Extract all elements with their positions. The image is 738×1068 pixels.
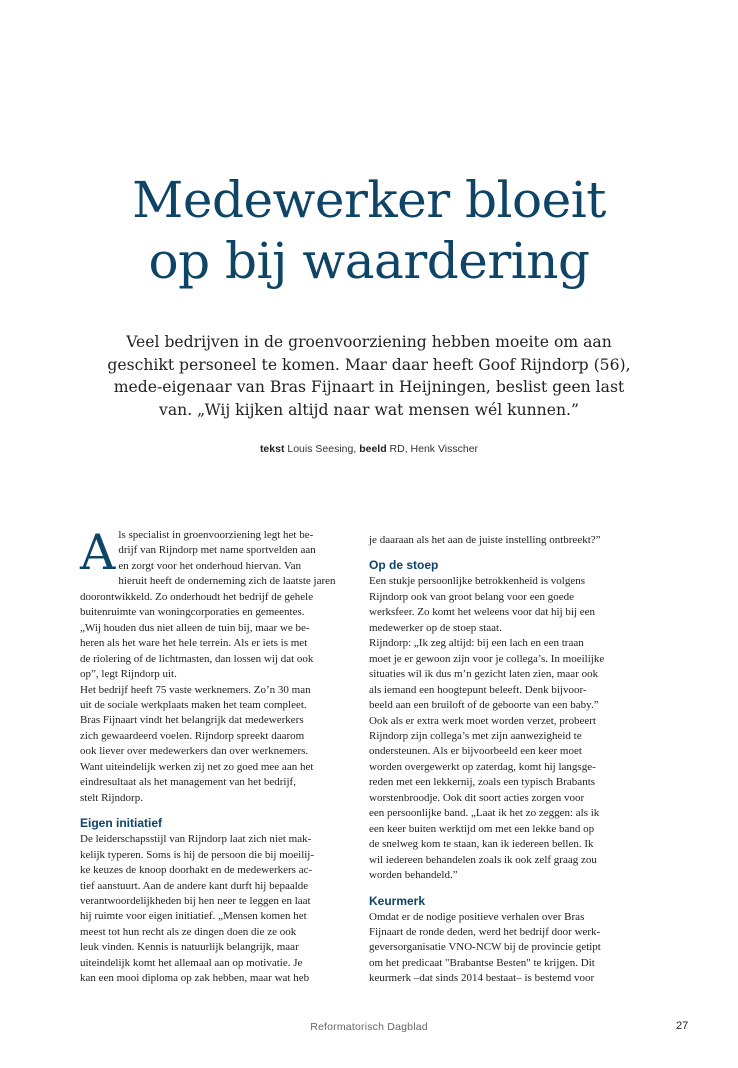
body-line: Fijnaart de ronde deden, werd het bedrijf door werk- <box>369 925 601 938</box>
intro-line: van. „Wij kijken altijd naar wat mensen wél kunnen.” <box>159 400 579 419</box>
body-paragraph <box>80 683 378 807</box>
body-paragraph <box>369 574 667 636</box>
body-line: reden met een lekkernij, zoals een typisch Brabants <box>369 776 596 789</box>
body-line: Omdat er de nodige positieve verhalen over Bras <box>369 910 585 923</box>
credit-text-authors: Louis Seesing, <box>287 443 357 455</box>
credit-text-label: tekst <box>259 443 285 455</box>
body-paragraph <box>369 910 667 987</box>
title-line: Medewerker bloeit <box>132 171 606 229</box>
body-line: Bras Fijnaart vindt het belangrijk dat medewerkers <box>80 714 304 727</box>
body-line: medewerker op de stoep staat. <box>369 621 502 634</box>
body-line: ondersteunen. Als er bijvoorbeeld een keer moet <box>369 745 582 758</box>
body-line: stelt Rijndorp. <box>80 791 143 804</box>
body-line: ls specialist in groenvoorziening legt het be- <box>118 529 314 541</box>
body-line: worden overgewerkt op zaterdag, komt hij langsge- <box>369 760 596 773</box>
body-line: uit de sociale werkplaats maken het team compleet. <box>80 698 307 711</box>
right-column <box>369 533 667 987</box>
body-line: buitenruimte van woningcorporaties en gemeentes. <box>80 606 305 619</box>
body-line: een keer buiten werktijd om met een lekke band op <box>369 822 595 835</box>
body-line: hieruit heeft de onderneming zich de laatste jaren <box>118 575 336 588</box>
body-line: verantwoordelijkheden bij hen neer te leggen en laat <box>80 894 311 907</box>
intro-line: Veel bedrijven in de groenvoorziening hebben moeite om aan <box>126 333 612 351</box>
body-line: worden behandeld.” <box>369 869 458 882</box>
section-heading: Keurmerk <box>369 893 426 908</box>
body-line: werksfeer. Zo komt het weleens voor dat hij bij een <box>369 606 596 619</box>
body-paragraph <box>369 714 667 884</box>
body-line: Het bedrijf heeft 75 vaste werknemers. Zo’n 30 man <box>80 683 311 696</box>
body-line: meest tot hun recht als ze dingen doen die ze ook <box>80 925 297 938</box>
intro-line: geschikt personeel te komen. Maar daar heeft Goof Rijndorp (56), <box>107 355 631 374</box>
body-line: leuk vinden. Kennis is natuurlijk belangrijk, maar <box>80 941 299 954</box>
body-line: heren als het ware het hele terrein. Als er iets is met <box>80 637 308 650</box>
body-paragraph <box>80 524 378 683</box>
body-line: kelijk typeren. Soms is hij de persoon die bij moeilij- <box>80 848 315 861</box>
body-line: keurmerk –dat sinds 2014 bestaat– is bestemd voor <box>369 972 595 985</box>
credit-image-authors: RD, Henk Visscher <box>389 443 479 455</box>
body-line: doorontwikkeld. Zo onderhoudt het bedrijf de gehele <box>80 590 314 603</box>
body-line: om het predicaat "Brabantse Besten" te krijgen. Dit <box>369 956 595 969</box>
article-credits <box>0 443 738 455</box>
body-line: Een stukje persoonlijke betrokkenheid is volgens <box>369 575 585 588</box>
body-line: Rijndorp zijn collega’s met zijn aanwezigheid te <box>369 729 582 742</box>
body-line: zich gewaardeerd voelen. Rijndorp spreekt daarom <box>80 729 305 742</box>
body-line: „Wij houden dus niet alleen de tuin bij, maar we be- <box>80 621 310 634</box>
body-line: De leiderschapsstijl van Rijndorp laat zich niet mak- <box>80 833 312 846</box>
body-line: op”, legt Rijndorp uit. <box>80 668 177 681</box>
article-intro <box>66 331 672 421</box>
body-line: situaties wil ik dus m’n gezicht laten zien, maar ook <box>369 668 599 681</box>
body-paragraph <box>369 636 667 713</box>
body-line: geversorganisatie VNO-NCW bij de provincie getipt <box>369 941 601 954</box>
intro-line: mede-eigenaar van Bras Fijnaart in Heijningen, beslist geen last <box>113 378 625 396</box>
article-title <box>40 170 698 292</box>
page-number: 27 <box>676 1020 689 1032</box>
body-line: als iemand een hoogtepunt beleeft. Denk bijvoor- <box>369 683 587 696</box>
body-line: ook liever over medewerkers dan over werknemers. <box>80 745 309 758</box>
body-line: Want uiteindelijk werken zij net zo goed mee aan het <box>80 760 314 773</box>
publication-name: Reformatorisch Dagblad <box>310 1021 428 1033</box>
body-line: Rijndorp: „Ik zeg altijd: bij een lach en een traan <box>369 637 584 650</box>
body-line: tief aanstuurt. Aan de andere kant durft hij bepaalde <box>80 879 309 892</box>
body-line: Ook als er extra werk moet worden verzet, probeert <box>369 714 596 727</box>
body-line: kan een mooi diploma op zak hebben, maar wat heb <box>80 972 310 985</box>
credit-image-label: beeld <box>359 443 387 455</box>
body-line: je daaraan als het aan de juiste instelling ontbreekt?” <box>369 534 601 546</box>
body-line: wil iedereen behandelen zoals ik ook zelf graag zou <box>369 853 597 866</box>
title-line: op bij waardering <box>148 232 590 290</box>
section-heading: Eigen initiatief <box>80 816 163 831</box>
body-line: Rijndorp ook van groot belang voor een goede <box>369 590 574 603</box>
left-column <box>80 524 378 987</box>
body-line: en zorgt voor het onderhoud hiervan. Van <box>118 559 301 572</box>
section-heading: Op de stoep <box>369 558 439 573</box>
body-paragraph <box>80 832 378 987</box>
body-line: worstenbroodje. Ook dit soort acties zorgen voor <box>369 791 585 804</box>
body-line: ke keuzes de knoop doorhakt en de medewerkers ac- <box>80 864 313 877</box>
body-line: de riolering of de lichtmasten, dan lossen wij dat ook <box>80 652 314 665</box>
body-line: moet je er gewoon zijn voor je collega’s. In moeilijke <box>369 652 605 665</box>
body-line: uiteindelijk komt het allemaal aan op motivatie. Je <box>80 956 303 969</box>
body-line: beeld aan een bruiloft of de geboorte van een baby.” <box>369 699 599 712</box>
body-line: eindresultaat als het management van het bedrijf, <box>80 776 296 789</box>
body-paragraph <box>369 533 667 548</box>
drop-cap: A <box>80 524 116 581</box>
body-line: hij ruimte voor eigen initiatief. „Mensen komen het <box>80 910 307 923</box>
body-line: de snelweg kom te staan, kan ik iedereen bellen. Ik <box>369 838 594 851</box>
body-line: drijf van Rijndorp met name sportvelden aan <box>118 544 316 557</box>
body-line: een persoonlijke band. „Laat ik het zo zeggen: als ik <box>369 807 600 820</box>
